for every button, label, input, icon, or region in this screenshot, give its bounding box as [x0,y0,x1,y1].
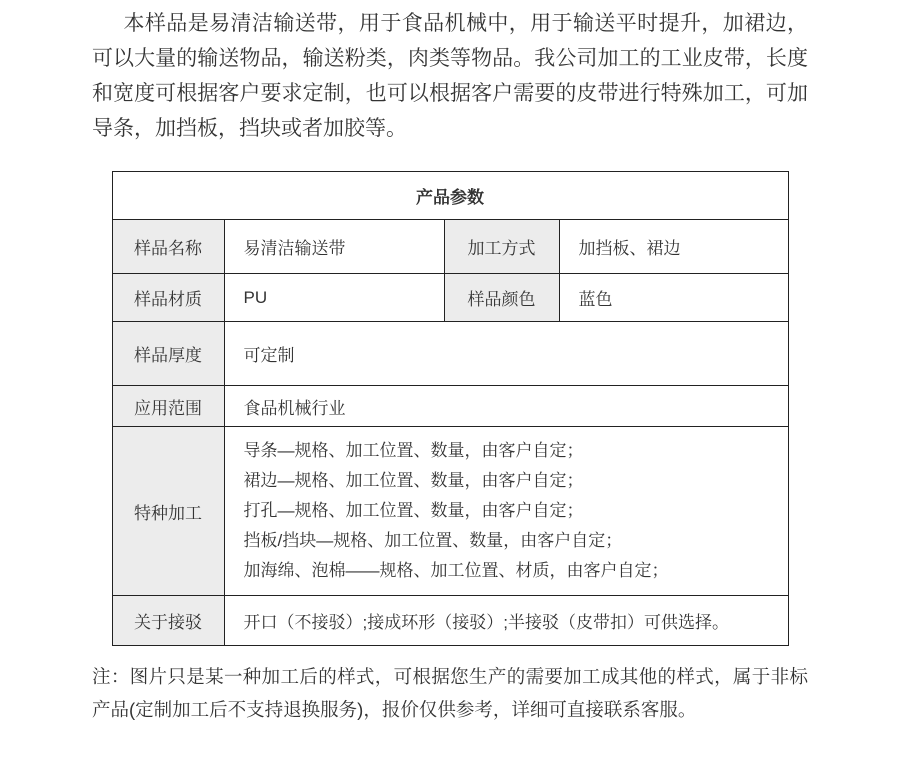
product-params-table [112,171,789,646]
param-label-sample-material: 样品材质 [112,274,224,322]
param-label-special-processing: 特种加工 [112,427,224,596]
table-title: 产品参数 [112,172,788,220]
special-processing-line-sponge: 加海绵、泡棉——规格、加工位置、材质，由客户自定； [243,561,669,580]
table-row-joint [112,596,788,646]
param-label-sample-name: 样品名称 [112,220,224,274]
param-value-sample-name: 易清洁输送带 [224,220,444,274]
param-value-sample-color: 蓝色 [559,274,788,322]
param-label-joint-method: 关于接驳 [112,596,224,646]
param-value-special-processing [224,427,788,596]
param-value-process-method: 加挡板、裙边 [559,220,788,274]
table-row-material-color [112,274,788,322]
table-row-special-processing [112,427,788,596]
content-container [92,0,808,726]
special-processing-line-cleats: 挡板/挡块—规格、加工位置、数量，由客户自定； [243,531,623,550]
param-value-application-scope: 食品机械行业 [224,386,788,427]
param-label-sample-thickness: 样品厚度 [112,322,224,386]
param-value-sample-thickness: 可定制 [224,322,788,386]
special-processing-line-punching: 打孔—规格、加工位置、数量，由客户自定； [243,501,584,520]
table-row-application [112,386,788,427]
param-label-application-scope: 应用范围 [112,386,224,427]
param-value-sample-material: PU [224,274,444,322]
param-value-joint-method: 开口（不接驳）;接成环形（接驳）;半接驳（皮带扣）可供选择。 [224,596,788,646]
intro-paragraph: 本样品是易清洁输送带，用于食品机械中，用于输送平时提升，加裙边，可以大量的输送物品，输送粉类，肉类等物品。我公司加工的工业皮带，长度和宽度可根据客户要求定制，也可以根据客户需要的皮带进行特殊加工，可加导条，加挡板，挡块或者加胶等。 [92,12,808,140]
table-title-row [112,172,788,220]
special-processing-line-guides: 导条—规格、加工位置、数量，由客户自定； [243,441,584,460]
param-label-process-method: 加工方式 [444,220,559,274]
param-label-sample-color: 样品颜色 [444,274,559,322]
special-processing-line-skirt: 裙边—规格、加工位置、数量，由客户自定； [243,471,584,490]
table-row-name-process [112,220,788,274]
note-paragraph: 注：图片只是某一种加工后的样式，可根据您生产的需要加工成其他的样式，属于非标产品(定制加工后不支持退换服务)，报价仅供参考，详细可直接联系客服。 [92,666,808,720]
table-row-thickness [112,322,788,386]
